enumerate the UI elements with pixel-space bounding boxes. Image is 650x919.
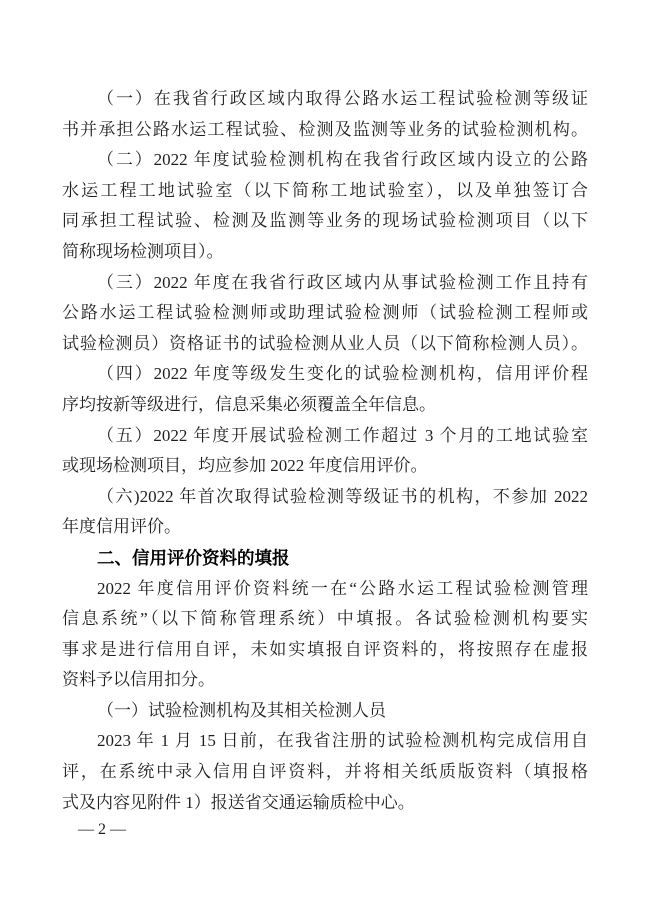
text-line: （三）2022 年度在我省行政区域内从事试验检测工作且持有 [97, 272, 588, 292]
paragraph [62, 726, 588, 818]
paragraph [62, 421, 588, 482]
paragraph [62, 574, 588, 696]
text-line: 式及内容见附件 1）报送省交通运输质检中心。 [62, 792, 415, 812]
text-line: （一）试验检测机构及其相关检测人员 [97, 700, 386, 720]
text-line: 信息系统”（以下简称管理系统）中填报。各试验检测机构要实 [62, 609, 588, 629]
paragraph [62, 696, 588, 727]
text-line: 书并承担公路水运工程试验、检测及监测等业务的试验检测机构。 [62, 119, 588, 139]
text-line: （二）2022 年度试验检测机构在我省行政区域内设立的公路 [97, 150, 588, 170]
text-line: （六)2022 年首次取得试验检测等级证书的机构，不参加 2022 [97, 486, 588, 506]
text-line: 2023 年 1 月 15 日前，在我省注册的试验检测机构完成信用自 [97, 731, 588, 751]
text-line: 资料予以信用扣分。 [62, 670, 215, 690]
text-line: （一）在我省行政区域内取得公路水运工程试验检测等级证 [97, 89, 588, 108]
text-line: 二、信用评价资料的填报 [97, 547, 290, 568]
text-line: 2022 年度信用评价资料统一在“公路水运工程试验检测管理 [97, 578, 588, 598]
paragraph [62, 145, 588, 267]
text-line: （五）2022 年度开展试验检测工作超过 3 个月的工地试验室 [97, 425, 588, 445]
page-number: — 2 — [78, 821, 126, 838]
text-line: 序均按新等级进行，信息采集必须覆盖全年信息。 [62, 394, 436, 414]
text-line: 事求是进行信用自评，未如实填报自评资料的，将按照存在虚报 [62, 639, 588, 659]
document-body [62, 84, 588, 818]
paragraph [62, 268, 588, 360]
text-line: 同承担工程试验、检测及监测等业务的现场试验检测项目（以下 [62, 211, 588, 231]
paragraph [62, 359, 588, 420]
text-line: 简称现场检测项目）。 [62, 241, 224, 261]
text-line: 水运工程工地试验室（以下简称工地试验室），以及单独签订合 [62, 180, 588, 200]
text-line: 年度信用评价。 [62, 517, 181, 537]
paragraph [62, 482, 588, 543]
section-heading [62, 543, 588, 574]
paragraph [62, 84, 588, 145]
text-line: 评，在系统中录入信用自评资料，并将相关纸质版资料（填报格 [62, 762, 588, 782]
text-line: （四）2022 年度等级发生变化的试验检测机构，信用评价程 [97, 364, 588, 384]
text-line: 试验检测员）资格证书的试验检测从业人员（以下简称检测人员）。 [62, 333, 588, 353]
text-line: 或现场检测项目，均应参加 2022 年度信用评价。 [62, 456, 428, 476]
text-line: 公路水运工程试验检测师或助理试验检测师（试验检测工程师或 [62, 303, 588, 323]
